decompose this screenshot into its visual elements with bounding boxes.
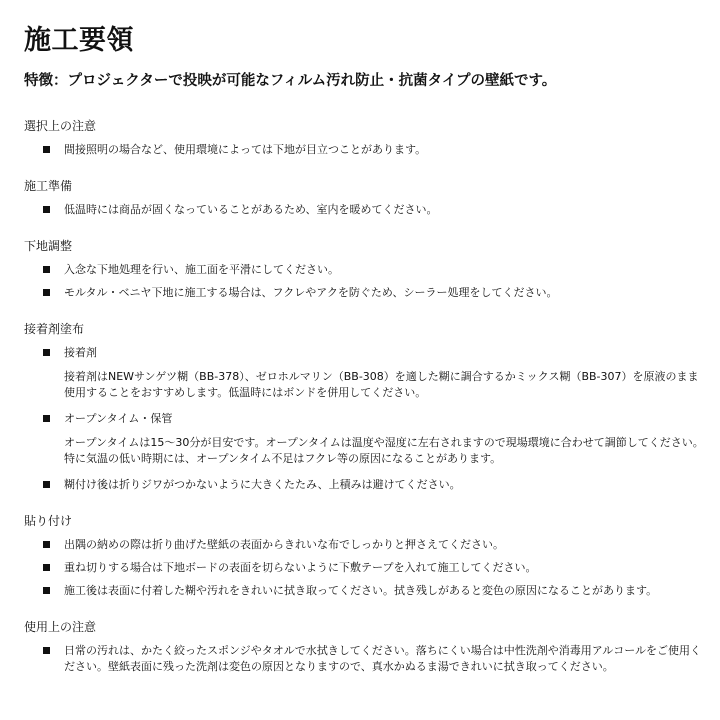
list-item xyxy=(24,262,704,278)
list-item-description: 接着剤はNEWサンゲツ糊（BB-378）、ゼロホルマリン（BB-308）を適した糊に調合するかミックス糊（BB-307）を原液のまま使用することをおすすめします。低温時にはボンドを併用してください。 xyxy=(64,370,699,399)
section-heading: 使用上の注意 xyxy=(24,620,97,634)
square-bullet-icon xyxy=(43,206,50,213)
list-item-text: 出隅の納めの際は折り曲げた壁紙の表面からきれいな布でしっかりと押さえてください。 xyxy=(64,538,504,551)
sections-container xyxy=(24,117,704,675)
section xyxy=(24,117,704,158)
list-item-text: 接着剤 xyxy=(64,346,97,359)
square-bullet-icon xyxy=(43,266,50,273)
section xyxy=(24,177,704,218)
section-heading: 選択上の注意 xyxy=(24,119,97,133)
list-item-text: 重ね切りする場合は下地ボードの表面を切らないように下敷テープを入れて施工してください。 xyxy=(64,561,537,574)
list-item xyxy=(24,411,704,467)
square-bullet-icon xyxy=(43,289,50,296)
square-bullet-icon xyxy=(43,349,50,356)
list-item xyxy=(24,285,704,301)
list-item-text: 糊付け後は折りジワがつかないように大きくたたみ、上積みは避けてください。 xyxy=(64,478,461,491)
list-item xyxy=(24,643,704,675)
list-item xyxy=(24,345,704,401)
page-title: 施工要領 xyxy=(24,25,134,56)
square-bullet-icon xyxy=(43,564,50,571)
list-item-text: モルタル・ベニヤ下地に施工する場合は、フクレやアクを防ぐため、シーラー処理をしてください。 xyxy=(64,286,558,299)
list-item xyxy=(24,583,704,599)
list-item-description: オープンタイムは15～30分が目安です。オープンタイムは温度や湿度に左右されますので現場環境に合わせて調節してください。特に気温の低い時期には、オープンタイム不足はフクレ等の原因になることがあります。 xyxy=(64,436,704,465)
list-item-text: 日常の汚れは、かたく絞ったスポンジやタオルで水拭きしてください。落ちにくい場合は中性洗剤や消毒用アルコールをご使用ください。壁紙表面に残った洗剤は変色の原因となりますので、真水かぬるま湯できれいに拭き取ってください。 xyxy=(64,644,702,673)
list-item-text: オープンタイム・保管 xyxy=(64,412,173,425)
section xyxy=(24,237,704,301)
section-heading: 接着剤塗布 xyxy=(24,322,85,336)
list-item-text: 間接照明の場合など、使用環境によっては下地が目立つことがあります。 xyxy=(64,143,427,156)
square-bullet-icon xyxy=(43,415,50,422)
list-item-text: 施工後は表面に付着した糊や汚れをきれいに拭き取ってください。拭き残しがあると変色の原因になることがあります。 xyxy=(64,584,658,597)
section-heading: 施工準備 xyxy=(24,179,73,193)
list-item-text: 低温時には商品が固くなっていることがあるため、室内を暖めてください。 xyxy=(64,203,438,216)
section-heading: 貼り付け xyxy=(24,514,73,528)
list-item xyxy=(24,477,704,493)
section-heading: 下地調整 xyxy=(24,239,73,253)
list-item xyxy=(24,202,704,218)
square-bullet-icon xyxy=(43,587,50,594)
list-item-text: 入念な下地処理を行い、施工面を平滑にしてください。 xyxy=(64,263,339,276)
square-bullet-icon xyxy=(43,647,50,654)
list-item xyxy=(24,142,704,158)
section xyxy=(24,320,704,493)
section xyxy=(24,512,704,599)
square-bullet-icon xyxy=(43,146,50,153)
list-item xyxy=(24,560,704,576)
square-bullet-icon xyxy=(43,481,50,488)
list-item xyxy=(24,537,704,553)
feature-summary: 特徴：プロジェクターで投映が可能なフィルム汚れ防止・抗菌タイプの壁紙です。 xyxy=(24,73,557,89)
section xyxy=(24,618,704,675)
square-bullet-icon xyxy=(43,541,50,548)
